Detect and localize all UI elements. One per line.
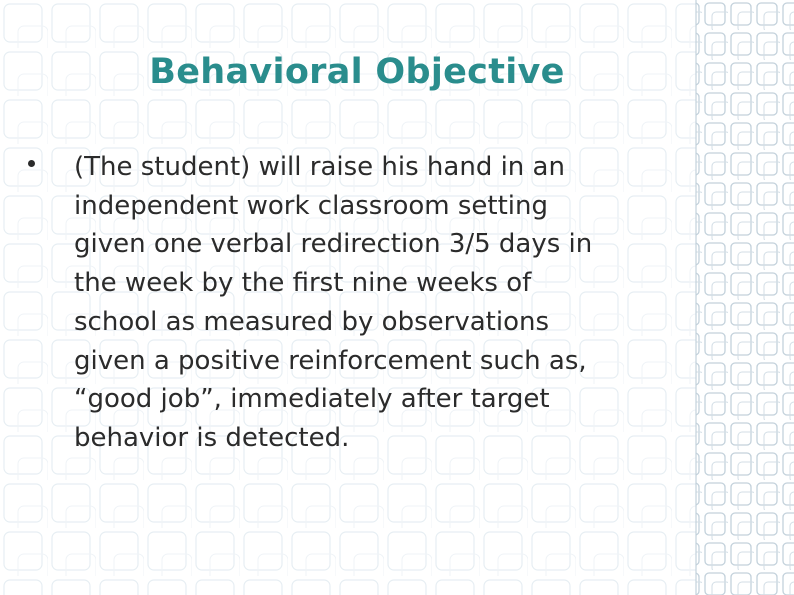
bullet-dot-icon [28, 160, 35, 167]
bullet-list [28, 148, 678, 458]
bullet-text: (The student) will raise his hand in an independent work classroom setting given one verbal redirection 3/5 days in the week by the first nine weeks of school as measured by observations given a positive reinforcement such as, “good job”, immediately after target behavior is detected. [74, 152, 593, 453]
slide-title: Behavioral Objective [149, 52, 565, 92]
bullet-item [28, 148, 678, 458]
